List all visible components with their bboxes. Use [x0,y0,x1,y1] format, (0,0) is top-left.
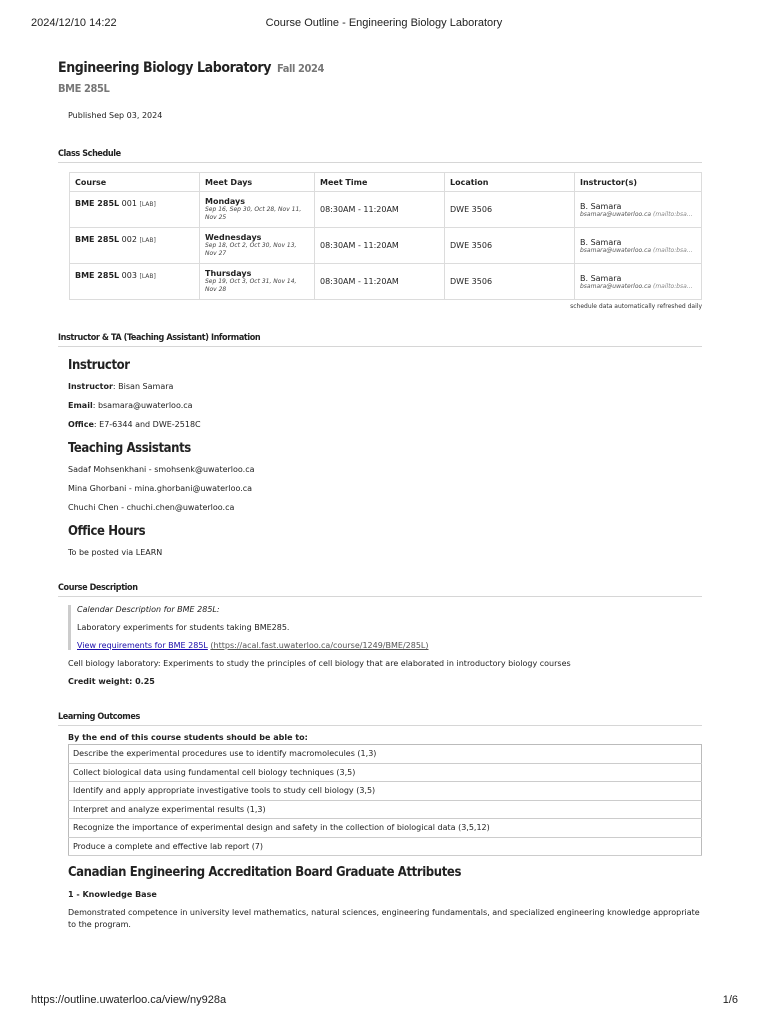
course-code: BME 285L [58,82,110,95]
meet-time-cell: 08:30AM - 11:20AM [315,228,445,264]
outcome-row [69,819,702,838]
section-number: 001 [121,199,137,208]
col-meet-time: Meet Time [315,173,445,192]
outcome-item: Identify and apply appropriate investigative tools to study cell biology (3,5) [69,782,702,801]
course-title-text: Engineering Biology Laboratory [58,60,272,76]
schedule-row [70,228,702,264]
location-cell: DWE 3506 [445,192,575,228]
outcome-item: Recognize the importance of experimental design and safety in the collection of biological data (3,5,12) [69,819,702,838]
col-meet-days: Meet Days [200,173,315,192]
section-heading-staff: Instructor & TA (Teaching Assistant) Information [58,333,702,347]
requirements-link[interactable]: View requirements for BME 285L [77,641,208,650]
calendar-text: Laboratory experiments for students taking BME285. [77,623,290,632]
ceab-item-title: 1 - Knowledge Base [68,890,157,899]
outcome-row [69,837,702,856]
instructor-cell [575,192,702,228]
outcome-row [69,782,702,801]
outcome-item: Describe the experimental procedures use to identify macromolecules (1,3) [69,745,702,764]
course-cell [70,192,200,228]
ceab-heading: Canadian Engineering Accreditation Board Graduate Attributes [68,865,462,880]
instructor-name: Bisan Samara [118,382,174,391]
meet-days-cell [200,264,315,300]
meet-day: Wednesdays [205,233,262,242]
section-heading-schedule: Class Schedule [58,149,702,163]
office-line: Office: E7-6344 and DWE-2518C [68,420,201,429]
instructor-email: bsamara@uwaterloo.ca [97,401,193,410]
schedule-header-row [70,173,702,192]
section-tag: [LAB] [139,201,156,208]
ta-heading: Teaching Assistants [68,441,191,456]
course-code-cell: BME 285L [75,235,120,244]
instructor-email-text[interactable]: bsamara@uwaterloo.ca [580,282,652,290]
calendar-description [68,605,702,650]
outcome-row [69,800,702,819]
section-heading-description: Course Description [58,583,702,597]
requirements-url[interactable]: (https://acal.fast.uwaterloo.ca/course/1249/BME/285L) [210,641,429,650]
meet-days-cell [200,192,315,228]
meet-time-cell: 08:30AM - 11:20AM [315,264,445,300]
instructor-office: E7-6344 and DWE-2518C [99,420,201,429]
description-section [58,583,702,686]
location-cell: DWE 3506 [445,228,575,264]
instructor-email-cell[interactable] [580,211,696,218]
outcome-item: Interpret and analyze experimental results (1,3) [69,800,702,819]
course-title [58,58,702,79]
instructor-email-text[interactable]: bsamara@uwaterloo.ca [580,246,652,254]
section-tag: [LAB] [139,237,156,244]
instructor-label: Instructor [68,382,113,391]
col-location: Location [445,173,575,192]
meet-dates: Sep 19, Oct 3, Oct 31, Nov 14, Nov 28 [205,278,297,293]
section-tag: [LAB] [139,273,156,280]
print-doc-title: Course Outline - Engineering Biology Laboratory [265,17,503,29]
section-number: 002 [121,235,137,244]
instructor-heading: Instructor [68,358,130,373]
meet-dates: Sep 16, Sep 30, Oct 28, Nov 11, Nov 25 [205,206,302,221]
ta-item: Chuchi Chen - chuchi.chen@uwaterloo.ca [68,503,235,512]
email-line: Email: bsamara@uwaterloo.ca [68,401,193,410]
instructor-cell [575,264,702,300]
ceab-item-text: Demonstrated competence in university level mathematics, natural sciences, engineering fundamentals, and specialized engineering knowledge appropriate to the program. [68,908,700,929]
outcome-row [69,763,702,782]
meet-days-cell [200,228,315,264]
print-url: https://outline.uwaterloo.ca/view/ny928a [31,994,227,1006]
outcome-row [69,745,702,764]
outcome-item: Produce a complete and effective lab report (7) [69,837,702,856]
course-code-cell: BME 285L [75,271,120,280]
instructor-mailto[interactable]: (mailto:bsa... [653,282,693,290]
instructor-email-cell[interactable] [580,247,696,254]
section-number: 003 [121,271,137,280]
course-code-cell: BME 285L [75,199,120,208]
instructor-name-cell: B. Samara [580,273,622,283]
course-cell [70,228,200,264]
staff-section [58,333,702,557]
ta-item: Mina Ghorbani - mina.ghorbani@uwaterloo.ca [68,484,253,493]
print-header [0,0,768,40]
schedule-refresh-note: schedule data automatically refreshed daily [570,303,702,310]
schedule-table [69,172,702,300]
outcome-item: Collect biological data using fundamental cell biology techniques (3,5) [69,763,702,782]
col-course: Course [70,173,200,192]
print-page-number: 1/6 [722,994,738,1006]
published-date: Published Sep 03, 2024 [68,111,163,120]
description-summary: Cell biology laboratory: Experiments to study the principles of cell biology that are elaborated in introductory biology courses [68,659,571,668]
course-term: Fall 2024 [277,62,324,75]
instructor-cell [575,228,702,264]
office-label: Office [68,420,94,429]
office-hours-text: To be posted via LEARN [68,548,163,557]
outcomes-section [58,712,702,856]
course-cell [70,264,200,300]
ta-item: Sadaf Mohsenkhani - smohsenk@uwaterloo.ca [68,465,255,474]
schedule-row [70,264,702,300]
office-hours-heading: Office Hours [68,524,146,539]
outcomes-lead: By the end of this course students should be able to: [68,733,308,742]
meet-day: Mondays [205,197,246,206]
instructor-email-cell[interactable] [580,283,696,290]
outcomes-list [68,744,702,856]
schedule-row [70,192,702,228]
ceab-section [68,865,702,931]
meet-dates: Sep 18, Oct 2, Oct 30, Nov 13, Nov 27 [205,242,297,257]
instructor-email-text[interactable]: bsamara@uwaterloo.ca [580,210,652,218]
print-date: 2024/12/10 14:22 [31,17,117,29]
location-cell: DWE 3506 [445,264,575,300]
meet-time-cell: 08:30AM - 11:20AM [315,192,445,228]
section-heading-outcomes: Learning Outcomes [58,712,702,726]
credit-weight: Credit weight: 0.25 [68,677,155,686]
col-instructors: Instructor(s) [575,173,702,192]
instructor-mailto[interactable]: (mailto:bsa... [653,246,693,254]
instructor-name-cell: B. Samara [580,237,622,247]
instructor-name-cell: B. Samara [580,201,622,211]
course-outline [58,58,702,931]
requirements-link-line [77,641,702,650]
print-footer [0,994,768,1024]
class-schedule-section [58,149,702,310]
instructor-mailto[interactable]: (mailto:bsa... [653,210,693,218]
calendar-title: Calendar Description for BME 285L: [77,605,220,614]
email-label: Email [68,401,93,410]
instructor-line: Instructor: Bisan Samara [68,382,174,391]
meet-day: Thursdays [205,269,252,278]
